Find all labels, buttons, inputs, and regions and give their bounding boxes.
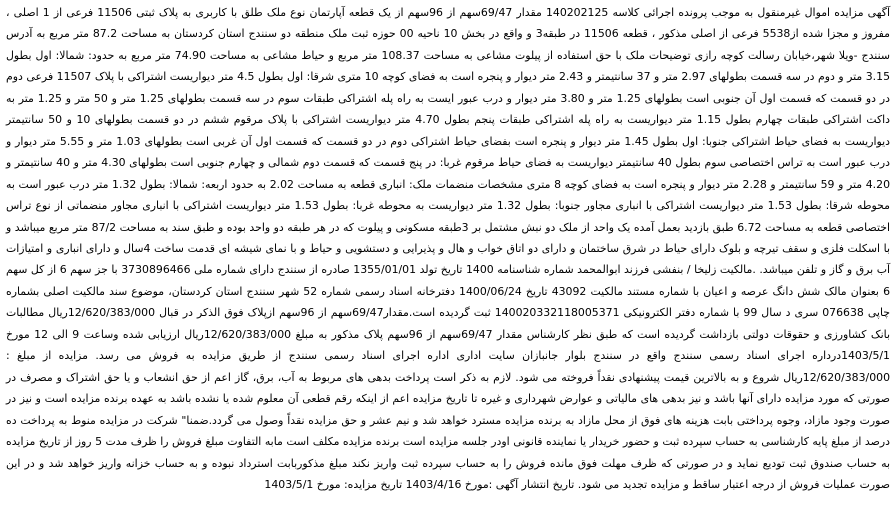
notice-body: آگهی مزایده اموال غیرمنقول به موجب پرونده اجرائی کلاسه 140202125 مقدار 69/47سهم از 96سهم از یک قطعه آپارتمان نوع ملک طلق با کاربری به پلاک ثبتی 11506 فرعی از 1 اصلی ، مفروز و مجزا شده از5538 فرعی از اصلی مذکور ، قطعه 11506 در طبقه3 و واقع در بخش 10 ناحیه 00 حوزه ثبت ملک منطقه دو سنندج استان کردستان به مساحت 87.2 متر مربع به آدرس سنندج -ویلا شهر،خیابان رسالت کوچه رازی توضیحات ملک با حق استفاده از پیلوت مشاعی به مساحت 108.37 متر مربع و حیاط مشاعی به مساحت 74.90 متر مربع به حدود: شمالا: اول بطول 3.15 متر و دوم در سه قسمت بطولهای 2.97 متر و 37 سانتیمتر و 2.43 متر دیوار و پنجره است به فضای کوچه 10 متری شرقا: اول بطول 4.5 متر دیواریست اشتراکی با پلاک 11507 فرعی دوم در دو قسمت که قسمت اول آن جنوبی است بطولهای 1.25 متر و 3.80 متر دیوار و درب عبور ایست به راه پله اشتراکی طبقات سوم در سه قسمت بطولهای 1.25 متر و 50 متر و 1.25 متر به داکت اشتراکی طبقات چهارم بطول 1.15 متر دیواریست به راه پله اشتراکی طبقات پنجم بطول 4.70 متر دیواریست اشتراکی با پلاک مرقوم ششم در دو قسمت بطولهای 10 و 50 سانتیمتر دیواریست به فضای حیاط اشتراکی جنوبا: اول بطول 1.45 متر دیوار و پنجره است بفضای حیاط اشتراکی دوم در دو قسمت که قسمت اول آن غربی است بطولهای 1.03 متر و 5.55 متر دیوار و درب عبور است به تراس اختصاصی سوم بطول 40 سانتیمتر دیواریست به فضای حیاط مرقوم غربا: در پنج قسمت که قسمت دوم شمالی و چهارم جنوبی است بطولهای 4.30 متر و 40 سانتیمتر و 4.20 متر و 59 سانتیمتر و 2.28 متر دیوار و پنجره است به فضای کوچه 8 متری مشخصات منضمات ملک: انباری قطعه به مساحت 2.02 به حدود اربعه: شمالا: بطول 1.32 متر درب عبور است به محوطه شرقا: بطول 1.53 متر دیواریست اشتراکی با انباری مجاور جنوبا: بطول 1.32 متر دیواریست به محوطه غربا: بطول 1.53 متر دیواریست اشتراکی با انباری مجاور منضماتی از نوع تراس اختصاصی قطعه به مساحت 6.72 طبق بازدید بعمل آمده یک واحد از ملک دو نبش مشتمل بر 3طبقه مسکونی و پیلوت که در هر طبقه دو واحد بوده و طبق سند به مساحت 87/2 متر مربع میباشد و با اسکلت فلزی و سقف تیرچه و بلوک دارای حیاط در شرق ساختمان و دارای دو اتاق خواب و هال و پذیرایی و دستشویی و حیاط و با نمای شیشه ای قدمت ساخت 4سال و دارای انباری و امتیازات آب برق و گاز و تلفن میباشد. .مالکیت زلیخا / بنفشی فرزند ابوالمحمد شماره شناسنامه 1400 تاریخ تولد 1355/01/01 صادره از سنندج دارای شماره ملی 3730896466 با جز سهم 6 از کل سهم 6 بعنوان مالک شش دانگ عرصه و اعیان با شماره مستند مالکیت 43092 تاریخ 1400/06/24 دفترخانه اسناد رسمی شماره 52 شهر سنندج استان کردستان، موضوع سند مالکیت اصلی بشماره چاپی 076638 سری د سال 99 با شماره دفتر الکترونیکی 140020332118005371 ثبت گردیده است.مقدار69/47سهم از 96سهم ازپلاک فوق الذکر در قبال 12/620/383/000ریال مطالبات بانک کشاورزی و حقوقات دولتی بازداشت گردیده است که طبق نظر کارشناس مقدار 69/47سهم از 96سهم پلاک مذکور به مبلغ 12/620/383/000ریال ارزیابی شده وساعت 9 الی 12 مورخ 1403/5/1درداره اجرای اسناد رسمی سنندج واقع در سنندج بلوار جانبازان سایت اداری اداره اجرای اسناد رسمی سنندج از طریق مزایده به فروش می رسد. مزایده از مبلغ : 12/620/383/000ریال شروع و به بالاترین قیمت پیشنهادی نقداً فروخته می شود. لازم به ذکر است پرداخت بدهی های مربوط به آب، برق، گاز اعم از حق انشعاب و یا حق اشتراک و مصرف در صورتی که مورد مزایده دارای آنها باشد و نیز بدهی های مالیاتی و عوارض شهرداری و غیره تا تاریخ مزایده اعم از اینکه رقم قطعی آن معلوم شده یا نشده باشد به عهده برنده مزایده است و نیز در صورت وجود مازاد، وجوه پرداختی بابت هزینه های فوق از محل مازاد به برنده مزایده مسترد خواهد شد و نیم عشر و حق مزایده نقداً وصول می گردد.ضمنا" شرکت در مزایده منوط به پرداخت ده درصد از مبلغ پایه کارشناسی به حساب سپرده ثبت و حضور خریدار یا نماینده قانونی اودر جلسه مزایده است برنده مزایده مکلف است مابه التفاوت مبلغ فروش را ظرف مدت 5 روز از تاریخ مزایده به حساب صندوق ثبت تودیع نماید و در صورتی که ظرف مهلت فوق مانده فروش را به حساب سپرده ثبت واریز نکند مبلغ مذکوربابت استرداد نبوده و به حساب خزانه واریز خواهد شد و در این صورت عملیات فروش از درجه اعتبار ساقط و مزایده تجدید می شود. تاریخ انتشار آگهی :مورخ 1403/4/16 تاریخ مزایده: مورخ 1403/5/1 — [6, 6, 891, 491]
